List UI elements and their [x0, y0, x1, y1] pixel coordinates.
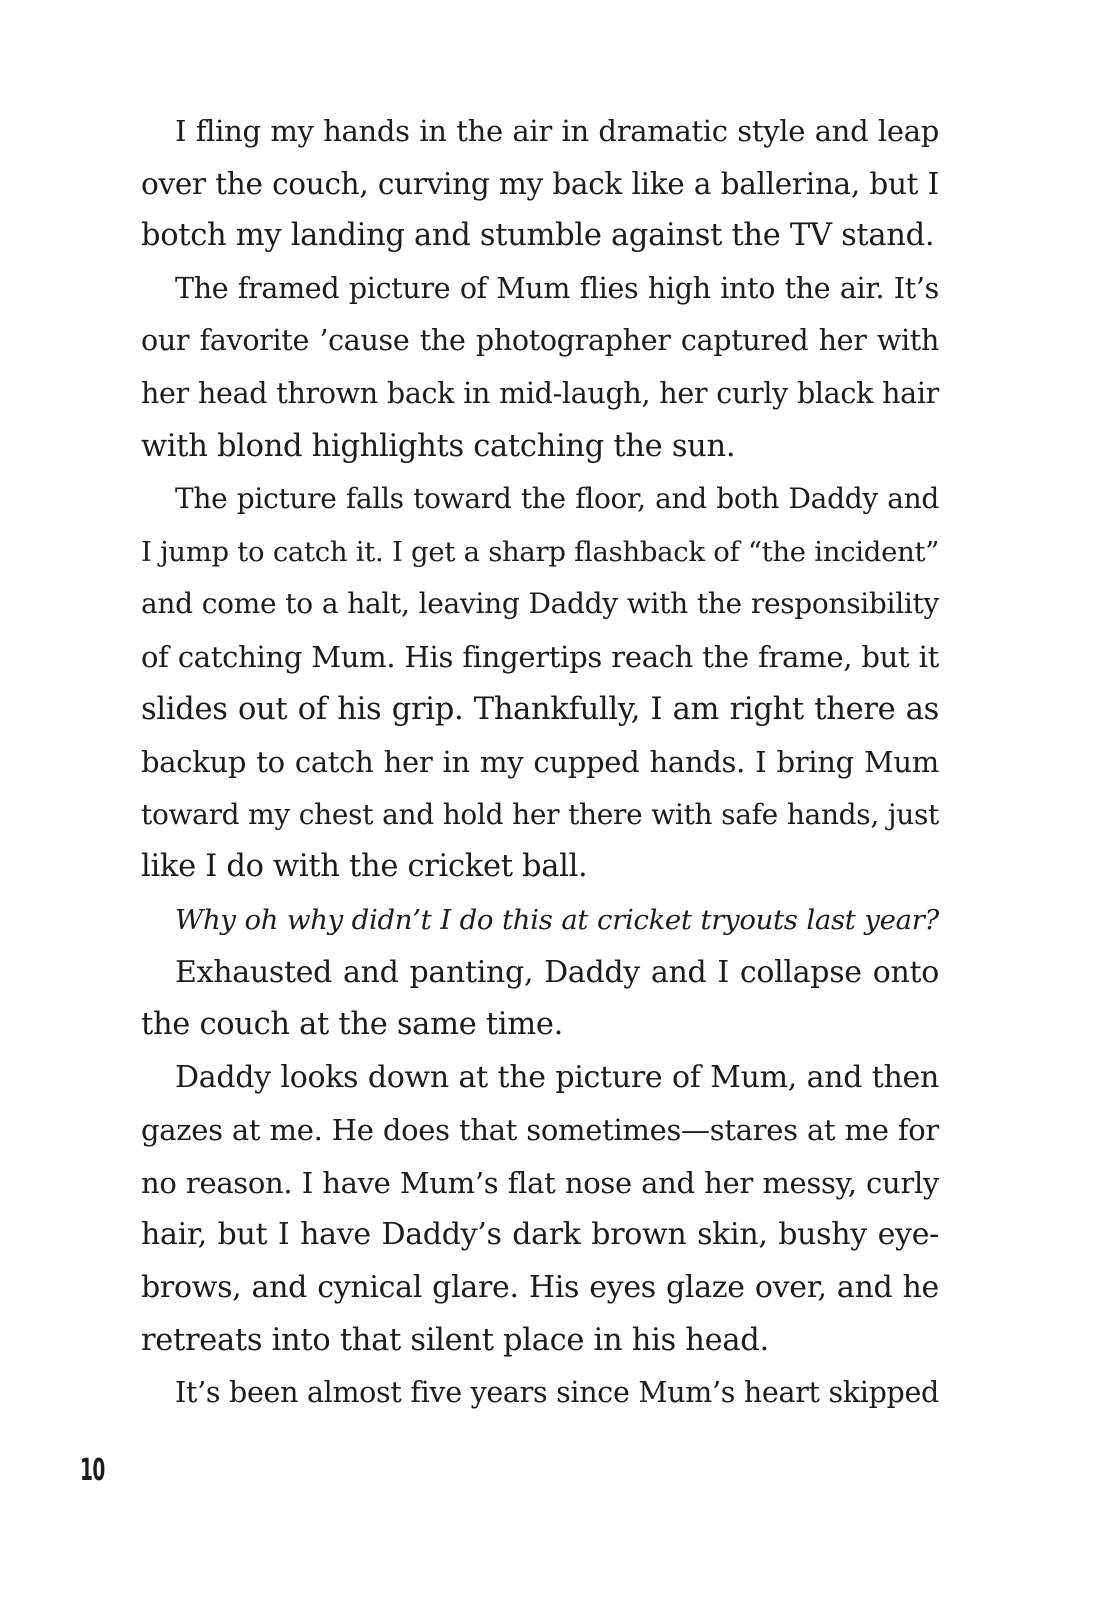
text-line: Daddy looks down at the picture of Mum, and then: [175, 1059, 939, 1095]
text-line: like I do with the cricket ball.: [141, 849, 588, 885]
text-line: botch my landing and stumble against the TV stand.: [141, 218, 935, 254]
page-number: 10: [80, 1453, 105, 1488]
text-line: with blond highlights catching the sun.: [141, 428, 736, 464]
text-line: our favorite ’cause the photographer captured her with: [141, 324, 939, 358]
text-line: hair, but I have Daddy’s dark brown skin, bushy eye-: [141, 1217, 939, 1253]
text-line: slides out of his grip. Thankfully, I am right there as: [141, 691, 939, 727]
text-line: retreats into that silent place in his head.: [141, 1322, 769, 1358]
text-line: no reason. I have Mum’s flat nose and her messy, curly: [141, 1165, 939, 1200]
text-line: brows, and cynical glare. His eyes glaze over, and he: [141, 1270, 939, 1306]
text-line: her head thrown back in mid-laugh, her curly black hair: [141, 376, 939, 410]
text-line: of catching Mum. His fingertips reach the frame, but it: [141, 639, 939, 674]
text-line: over the couch, curving my back like a ballerina, but I: [141, 166, 939, 201]
text-line: Why oh why didn’t I do this at cricket tryouts last year?: [175, 903, 939, 936]
body-text: [141, 105, 939, 1420]
text-line: gazes at me. He does that sometimes—stares at me for: [141, 1113, 939, 1148]
text-line: Exhausted and panting, Daddy and I collapse onto: [175, 954, 939, 990]
text-line: The framed picture of Mum flies high into the air. It’s: [175, 271, 939, 305]
text-line: the couch at the same time.: [141, 1007, 564, 1043]
text-line: toward my chest and hold her there with safe hands, just: [141, 797, 939, 831]
text-line: The picture falls toward the floor, and both Daddy and: [175, 482, 939, 516]
text-line: I fling my hands in the air in dramatic style and leap: [175, 114, 939, 148]
text-line: backup to catch her in my cupped hands. I bring Mum: [141, 745, 939, 780]
text-line: and come to a halt, leaving Daddy with the responsibility: [141, 587, 939, 621]
text-line: I jump to catch it. I get a sharp flashback of “the incident”: [141, 535, 939, 568]
text-line: It’s been almost five years since Mum’s heart skipped: [175, 1376, 939, 1410]
